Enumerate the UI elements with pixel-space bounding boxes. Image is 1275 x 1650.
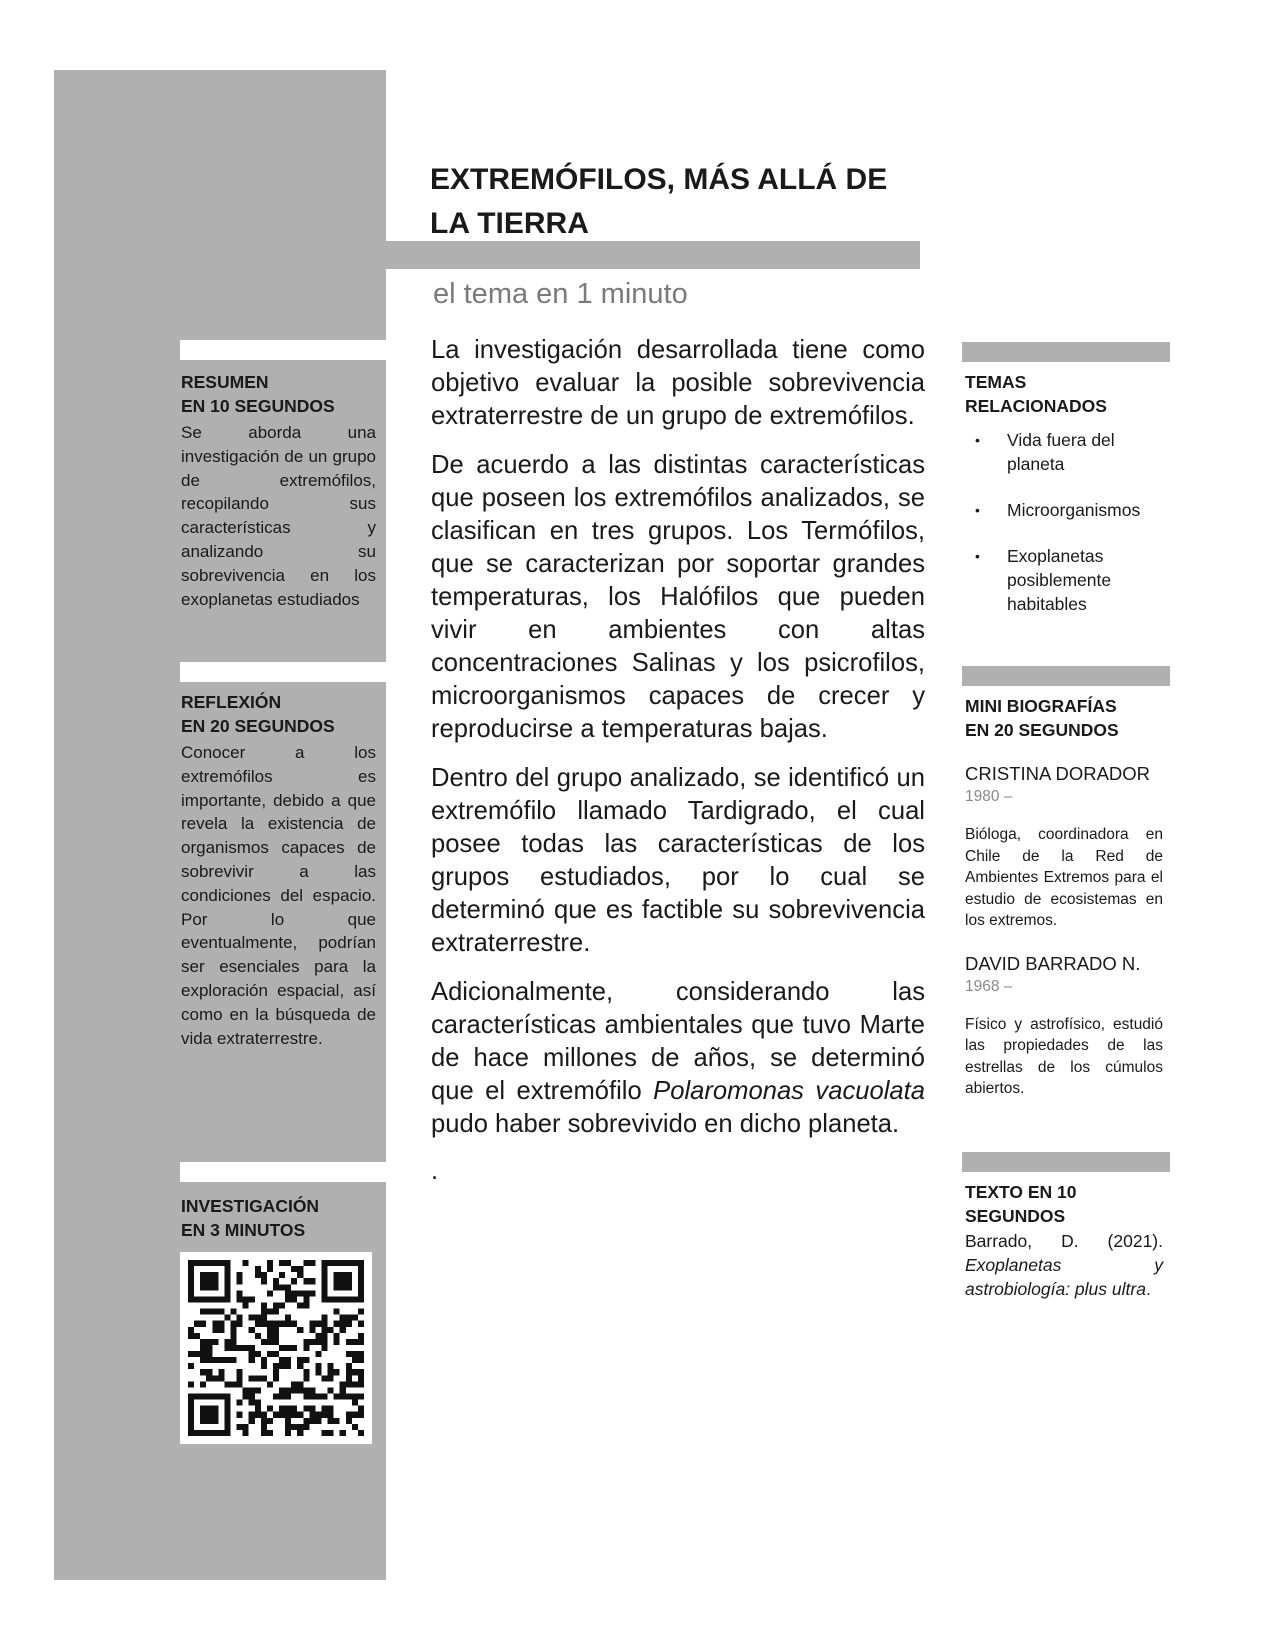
reference-section bbox=[965, 1180, 1163, 1301]
summary-heading-line1: RESUMEN bbox=[181, 372, 269, 392]
main-paragraph-4-end: pudo haber sobrevivido en dicho planeta. bbox=[431, 1110, 900, 1138]
reflection-heading-line1: REFLEXIÓN bbox=[181, 692, 282, 712]
bios-heading-line2: EN 20 SEGUNDOS bbox=[965, 720, 1119, 740]
reference-end: . bbox=[1145, 1278, 1151, 1299]
topic-item: • Exoplanetas posiblemente habitables bbox=[965, 544, 1163, 616]
summary-heading-line2: EN 10 SEGUNDOS bbox=[181, 396, 335, 416]
reference-heading-line2: SEGUNDOS bbox=[965, 1206, 1066, 1226]
research-heading-line1: INVESTIGACIÓN bbox=[181, 1196, 320, 1216]
bio-name: DAVID BARRADO N. bbox=[965, 952, 1141, 974]
main-paragraph-5: . bbox=[431, 1157, 439, 1185]
research-heading-line2: EN 3 MINUTOS bbox=[181, 1220, 306, 1240]
reference-author: Barrado, D. (2021). bbox=[965, 1231, 1163, 1251]
page-subtitle: el tema en 1 minuto bbox=[433, 278, 688, 310]
topic-item: • Vida fuera del planeta bbox=[965, 428, 1163, 476]
summary-divider bbox=[180, 340, 386, 360]
bios-heading-line1: MINI BIOGRAFÍAS bbox=[965, 696, 1117, 716]
topics-heading-line2: RELACIONADOS bbox=[965, 396, 1107, 416]
main-paragraph-1: La investigación desarrollada tiene como objetivo evaluar la posible sobrevivencia extraterrestre de un grupo de extremófilos. bbox=[431, 336, 925, 430]
main-paragraph-3: Dentro del grupo analizado, se identificó un extremófilo llamado Tardigrado, el cual posee todas las características de los grupos estudiados, por lo cual se determinó que es factible su sobrevivencia extraterrestre. bbox=[431, 764, 925, 957]
main-paragraph-4-start: Adicionalmente, considerando las características ambientales que tuvo Marte de hace millones de años, se determinó que el extremófilo bbox=[431, 978, 925, 1105]
reference-divider bbox=[962, 1152, 1170, 1172]
main-content bbox=[431, 334, 925, 1204]
reflection-heading-line2: EN 20 SEGUNDOS bbox=[181, 716, 335, 736]
bios-section bbox=[965, 694, 1163, 1100]
bios-divider bbox=[962, 666, 1170, 686]
bio-description: Físico y astrofísico, estudió las propiedades de las estrellas de los cúmulos abiertos. bbox=[965, 1015, 1163, 1097]
reference-citation bbox=[965, 1230, 1163, 1301]
reflection-text: Conocer a los extremófilos es importante, debido a que revela la existencia de organismos capaces de sobrevivir a las condiciones del espacio. Por lo que eventualmente, podrían ser esenciales para la exploración espacial, así como en la búsqueda de vida extraterrestre. bbox=[181, 743, 376, 1048]
bio-year: 1968 – bbox=[965, 977, 1013, 995]
bio-year: 1980 – bbox=[965, 788, 1013, 805]
summary-section bbox=[181, 370, 376, 611]
bio-name: CRISTINA DORADOR bbox=[965, 763, 1151, 784]
reference-heading-line1: TEXTO EN 10 bbox=[965, 1182, 1077, 1202]
topics-section bbox=[965, 370, 1163, 638]
summary-text: Se aborda una investigación de un grupo de extremófilos, recopilando sus características y analizando su sobrevivencia en los exoplanetas estudiados bbox=[181, 423, 376, 609]
topics-divider bbox=[962, 342, 1170, 362]
main-paragraph-2: De acuerdo a las distintas características que poseen los extremófilos analizados, se clasifican en tres grupos. Los Termófilos, que se caracterizan por soportar grandes temperaturas, los Halófilos que pueden vivir en ambientes con altas concentraciones Salinas y los psicrofilos, microorganismos capaces de crecer y reproducirse a temperaturas bajas. bbox=[431, 451, 925, 743]
qr-code-icon bbox=[188, 1260, 364, 1436]
topics-list bbox=[965, 428, 1163, 616]
reflection-divider bbox=[180, 662, 386, 682]
reflection-section bbox=[181, 690, 376, 1050]
topic-item: • Microorganismos bbox=[965, 498, 1163, 522]
page-title: EXTREMÓFILOS, MÁS ALLÁ DE LA TIERRA bbox=[430, 163, 888, 240]
species-name: Polaromonas vacuolata bbox=[653, 1077, 925, 1105]
topics-heading-line1: TEMAS bbox=[965, 372, 1027, 392]
research-divider bbox=[180, 1162, 386, 1182]
reference-title: Exoplanetas y astrobiología: plus ultra bbox=[965, 1254, 1163, 1299]
qr-code-image[interactable] bbox=[180, 1252, 372, 1444]
main-paragraph-4 bbox=[431, 976, 925, 1141]
bio-description: Bióloga, coordinadora en Chile de la Red de Ambientes Extremos para el estudio de ecosistemas en los extremos. bbox=[965, 826, 1163, 929]
research-section bbox=[181, 1194, 376, 1242]
